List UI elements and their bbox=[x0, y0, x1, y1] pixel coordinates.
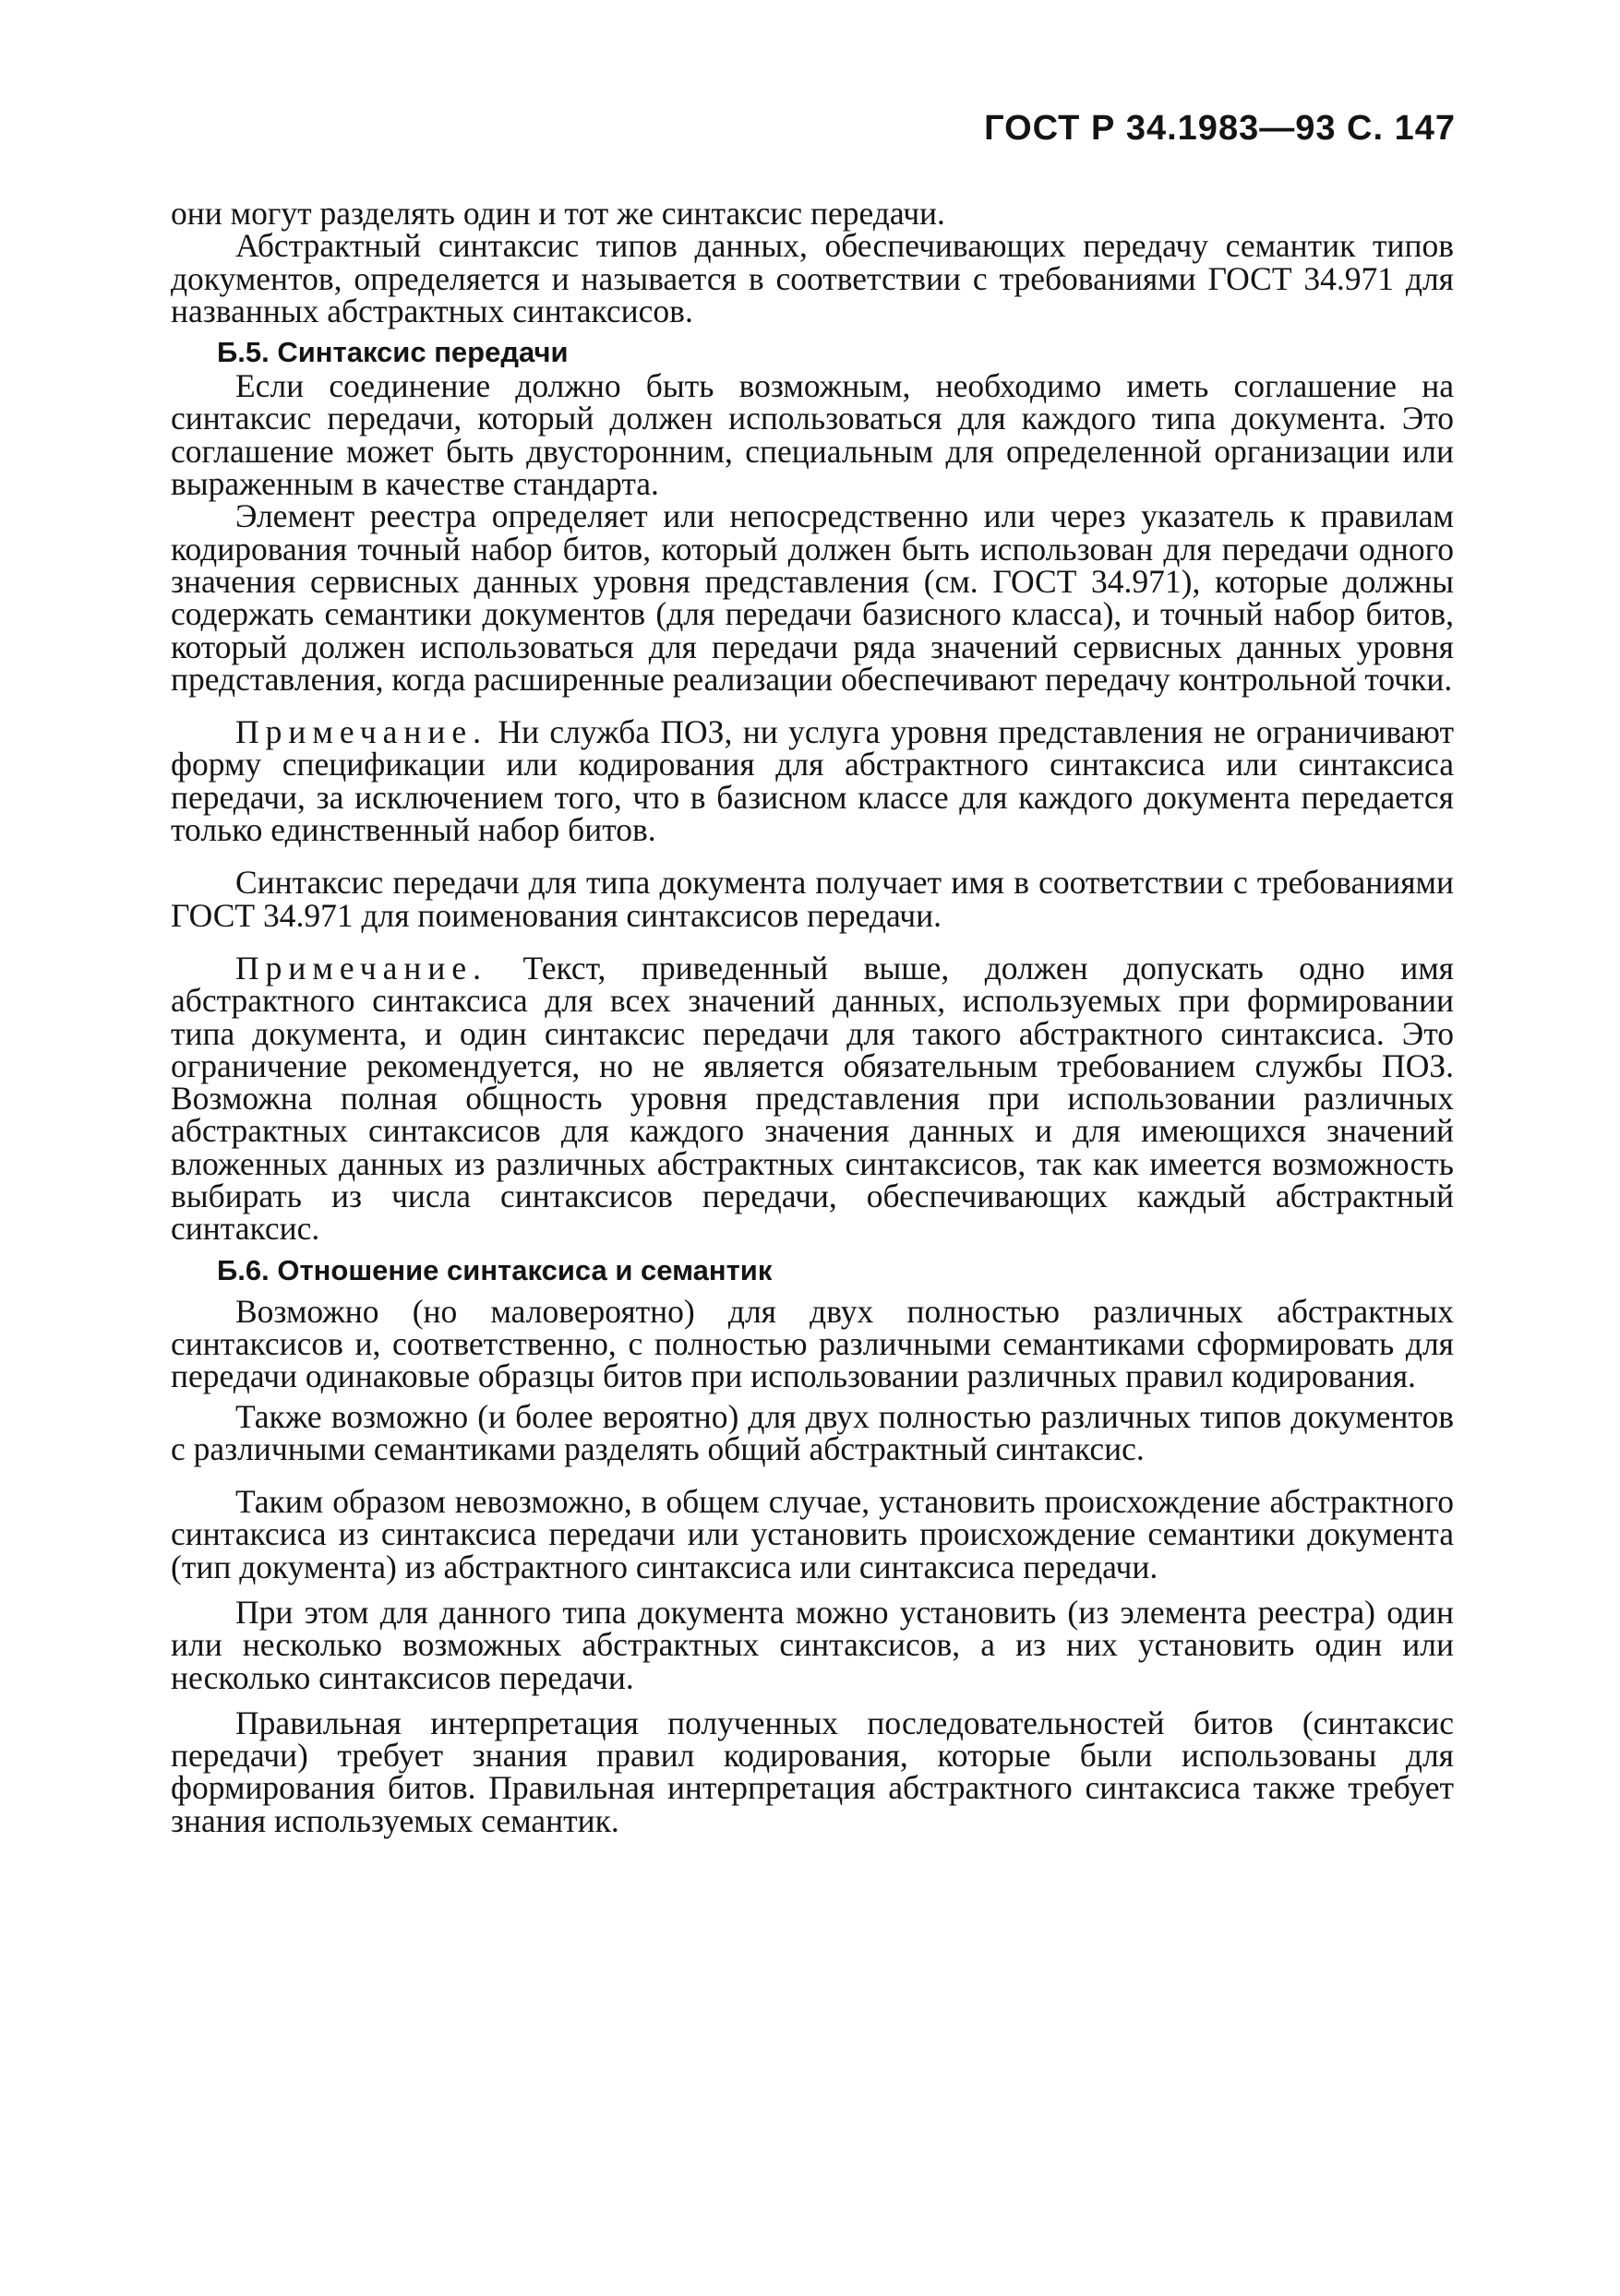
note-2 bbox=[171, 949, 1454, 1248]
note-1 bbox=[171, 713, 1454, 849]
section-heading-b5: Б.5. Синтаксис передачи bbox=[217, 336, 569, 369]
paragraph-correct-interpretation: Правильная интерпретация полученных последовательностей битов (синтаксис передачи) требует знания правил кодирования, которые были использованы для формирования битов. Правильная интерпретация абстрактного синтаксиса также требует знания используемых семантик. bbox=[171, 1704, 1454, 1839]
note-1-text: Ни служба ПОЗ, ни услуга уровня представления не ограничивают форму спецификации или кодирования для абстрактного синтаксиса или синтаксиса передачи, за исключением того, что в базисном классе для каждого документа передается только единственный набор битов. bbox=[171, 713, 1454, 849]
paragraph-origin-impossible: Таким образом невозможно, в общем случае, установить происхождение абстрактного синтаксиса из синтаксиса передачи или установить происхождение семантики документа (тип документа) из абстрактного синтаксиса или синтаксиса передачи. bbox=[171, 1483, 1454, 1585]
note-2-text: Текст, приведенный выше, должен допускать одно имя абстрактного синтаксиса для всех значений данных, используемых при формировании типа документа, и один синтаксис передачи для такого абстрактного синтаксиса. Это ограничение рекомендуется, но не является обязательным требованием службы ПОЗ. Возможна полная общность уровня представления при использовании различных абстрактных синтаксисов для каждого значения данных и для имеющихся значений вложенных данных из различных абстрактных синтаксисов, так как имеется возможность выбирать из числа синтаксисов передачи, обеспечивающих каждый абстрактный синтаксис. bbox=[171, 949, 1454, 1248]
note-2-label: Примечание. bbox=[235, 949, 487, 987]
page-body bbox=[171, 197, 1454, 1837]
paragraph-connection-agreement: Если соединение должно быть возможным, необходимо иметь соглашение на синтаксис передачи, который должен использоваться для каждого типа документа. Это соглашение может быть двусторонним, специальным для определенной организации или выраженным в качестве стандарта. bbox=[171, 367, 1454, 503]
paragraph-abstract-syntax: Абстрактный синтаксис типов данных, обеспечивающих передачу семантик типов документов, определяется и называется в соответствии с требованиями ГОСТ 34.971 для названных абстрактных синтаксисов. bbox=[171, 227, 1454, 329]
running-head: ГОСТ Р 34.1983—93 С. 147 bbox=[984, 109, 1456, 148]
note-1-label: Примечание. bbox=[235, 713, 487, 751]
paragraph-same-bit-patterns: Возможно (но маловероятно) для двух полностью различных абстрактных синтаксисов и, соответственно, с полностью различными семантиками сформировать для передачи одинаковые образцы битов при использовании различных правил кодирования. bbox=[171, 1292, 1454, 1395]
paragraph-shared-abstract-syntax: Также возможно (и более вероятно) для двух полностью различных типов документов с различными семантиками разделять общий абстрактный синтаксис. bbox=[171, 1397, 1454, 1467]
paragraph-transfer-syntax-name: Синтаксис передачи для типа документа получает имя в соответствии с требованиями ГОСТ 34.971 для поименования синтаксисов передачи. bbox=[171, 864, 1454, 934]
paragraph-registry-lookup: При этом для данного типа документа можно установить (из элемента реестра) один или несколько возможных абстрактных синтаксисов, а из них установить один или несколько синтаксисов передачи. bbox=[171, 1593, 1454, 1696]
paragraph-registry-element: Элемент реестра определяет или непосредственно или через указатель к правилам кодирования точный набор битов, который должен быть использован для передачи одного значения сервисных данных уровня представления (см. ГОСТ 34.971), которые должны содержать семантики документов (для передачи базисного класса), и точный набор битов, который должен использоваться для передачи ряда значений сервисных данных уровня представления, когда расширенные реализации обеспечивают передачу контрольной точки. bbox=[171, 497, 1454, 698]
paragraph-continuation: они могут разделять один и тот же синтаксис передачи. bbox=[171, 195, 945, 232]
section-heading-b6: Б.6. Отношение синтаксиса и семантик bbox=[217, 1253, 773, 1286]
